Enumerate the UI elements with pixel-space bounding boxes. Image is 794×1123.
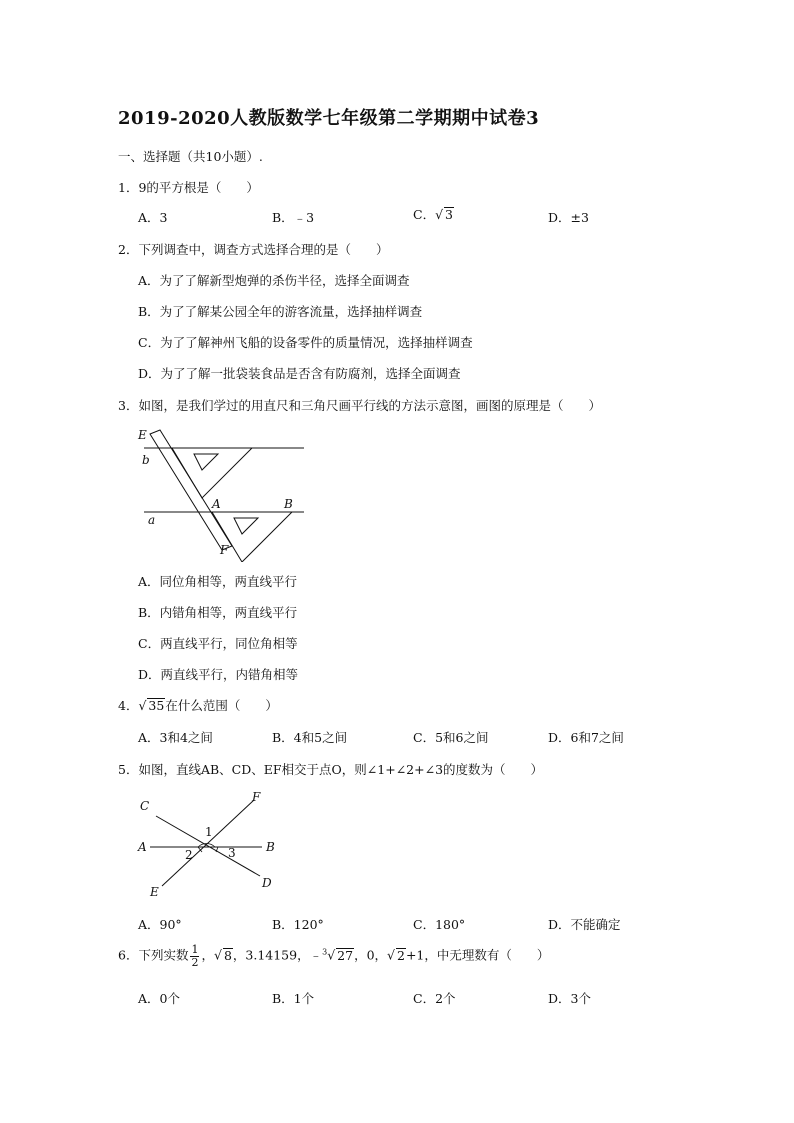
label-b: B	[266, 840, 275, 854]
question-1-stem: 1．9的平方根是（ ）	[118, 180, 259, 195]
label-e: E	[138, 428, 147, 442]
q6-mid-2: ，0，	[354, 947, 388, 963]
q5-option-d[interactable]: D．不能确定	[548, 917, 621, 932]
triangle-upper	[172, 448, 252, 498]
question-6-stem	[118, 944, 549, 968]
q5-option-c[interactable]: C．180°	[413, 917, 466, 932]
intersecting-lines-figure	[132, 786, 292, 904]
label-angle-3: 3	[228, 846, 236, 860]
question-4-stem	[118, 696, 278, 714]
q4-radicand: 35	[148, 698, 165, 713]
label-f: F	[220, 543, 229, 557]
q1-option-d[interactable]: D．±3	[548, 210, 589, 225]
q6-option-c[interactable]: C．2个	[413, 991, 456, 1006]
q6-mid-1: ，3.14159，﹣	[232, 947, 323, 963]
q2-option-a[interactable]: A．为了了解新型炮弹的杀伤半径，选择全面调查	[138, 273, 410, 288]
section-heading: 一、选择题（共10小题）.	[118, 149, 263, 164]
label-a: a	[148, 513, 156, 527]
q3-option-a[interactable]: A．同位角相等，两直线平行	[138, 574, 298, 589]
q6-sep: ，	[201, 947, 214, 963]
label-f: F	[252, 790, 261, 804]
q4-option-b[interactable]: B．4和5之间	[272, 730, 348, 745]
q1-option-c[interactable]	[413, 205, 454, 223]
page-title: 2019-2020人教版数学七年级第二学期期中试卷3	[118, 108, 540, 129]
cube-root-index: 3	[322, 947, 328, 957]
q6-option-b[interactable]: B．1个	[272, 991, 315, 1006]
triangle-lower-hole	[234, 518, 258, 534]
cube-root-symbol: √	[327, 947, 336, 963]
question-2-stem: 2．下列调查中，调查方式选择合理的是（ ）	[118, 242, 389, 257]
q4-option-c[interactable]: C．5和6之间	[413, 730, 489, 745]
sqrt-symbol: √	[213, 947, 222, 963]
line-ef	[162, 800, 254, 886]
label-e: E	[150, 885, 159, 899]
label-a: A	[138, 840, 147, 854]
q3-option-c[interactable]: C．两直线平行，同位角相等	[138, 636, 298, 651]
label-a-point: A	[212, 497, 221, 511]
q3-option-d[interactable]: D．两直线平行，内错角相等	[138, 667, 299, 682]
q5-option-a[interactable]: A．90°	[138, 917, 182, 932]
q4-option-a[interactable]: A．3和4之间	[138, 730, 213, 745]
q6-option-d[interactable]: D．3个	[548, 991, 591, 1006]
q4-number: 4．	[118, 698, 139, 713]
q1-option-a[interactable]: A．3	[138, 210, 168, 225]
label-c: C	[140, 799, 150, 813]
q1-option-b[interactable]: B．﹣3	[272, 210, 315, 225]
q6-prefix: 6．下列实数	[118, 947, 189, 963]
q2-option-b[interactable]: B．为了了解某公园全年的游客流量，选择抽样调查	[138, 304, 423, 319]
fraction-denominator: 2	[191, 955, 199, 969]
q6-radicand-27: 27	[337, 947, 354, 963]
fraction-one-half	[190, 944, 199, 968]
label-b-point: B	[284, 497, 293, 511]
q5-option-b[interactable]: B．120°	[272, 917, 324, 932]
label-d: D	[262, 876, 272, 890]
label-b: b	[142, 453, 150, 467]
q2-option-d[interactable]: D．为了了解一批袋装食品是否含有防腐剂，选择全面调查	[138, 366, 461, 381]
fraction-numerator: 1	[191, 943, 199, 956]
q1-option-c-label: C．	[413, 207, 436, 222]
sqrt-symbol: √	[435, 207, 444, 222]
q6-suffix: +1，中无理数有（ ）	[405, 947, 550, 963]
label-angle-1: 1	[205, 825, 213, 839]
q6-option-a[interactable]: A．0个	[138, 991, 180, 1006]
sqrt-symbol: √	[138, 698, 147, 713]
triangle-upper-hole	[194, 454, 218, 470]
q4-option-d[interactable]: D．6和7之间	[548, 730, 624, 745]
q1-option-c-radicand: 3	[445, 207, 453, 222]
q6-radicand-8: 8	[223, 947, 232, 963]
q4-stem-text: 在什么范围（ ）	[165, 698, 278, 713]
q3-option-b[interactable]: B．内错角相等，两直线平行	[138, 605, 298, 620]
q6-radicand-2: 2	[396, 947, 405, 963]
question-3-stem: 3．如图，是我们学过的用直尺和三角尺画平行线的方法示意图，画图的原理是（ ）	[118, 398, 601, 413]
question-5-stem: 5．如图，直线AB、CD、EF相交于点O，则∠1+∠2+∠3的度数为（ ）	[118, 762, 544, 777]
q2-option-c[interactable]: C．为了了解神州飞船的设备零件的质量情况，选择抽样调查	[138, 335, 473, 350]
sqrt-symbol: √	[387, 947, 395, 963]
ruler-triangle-figure	[132, 422, 312, 562]
label-angle-2: 2	[185, 848, 193, 862]
